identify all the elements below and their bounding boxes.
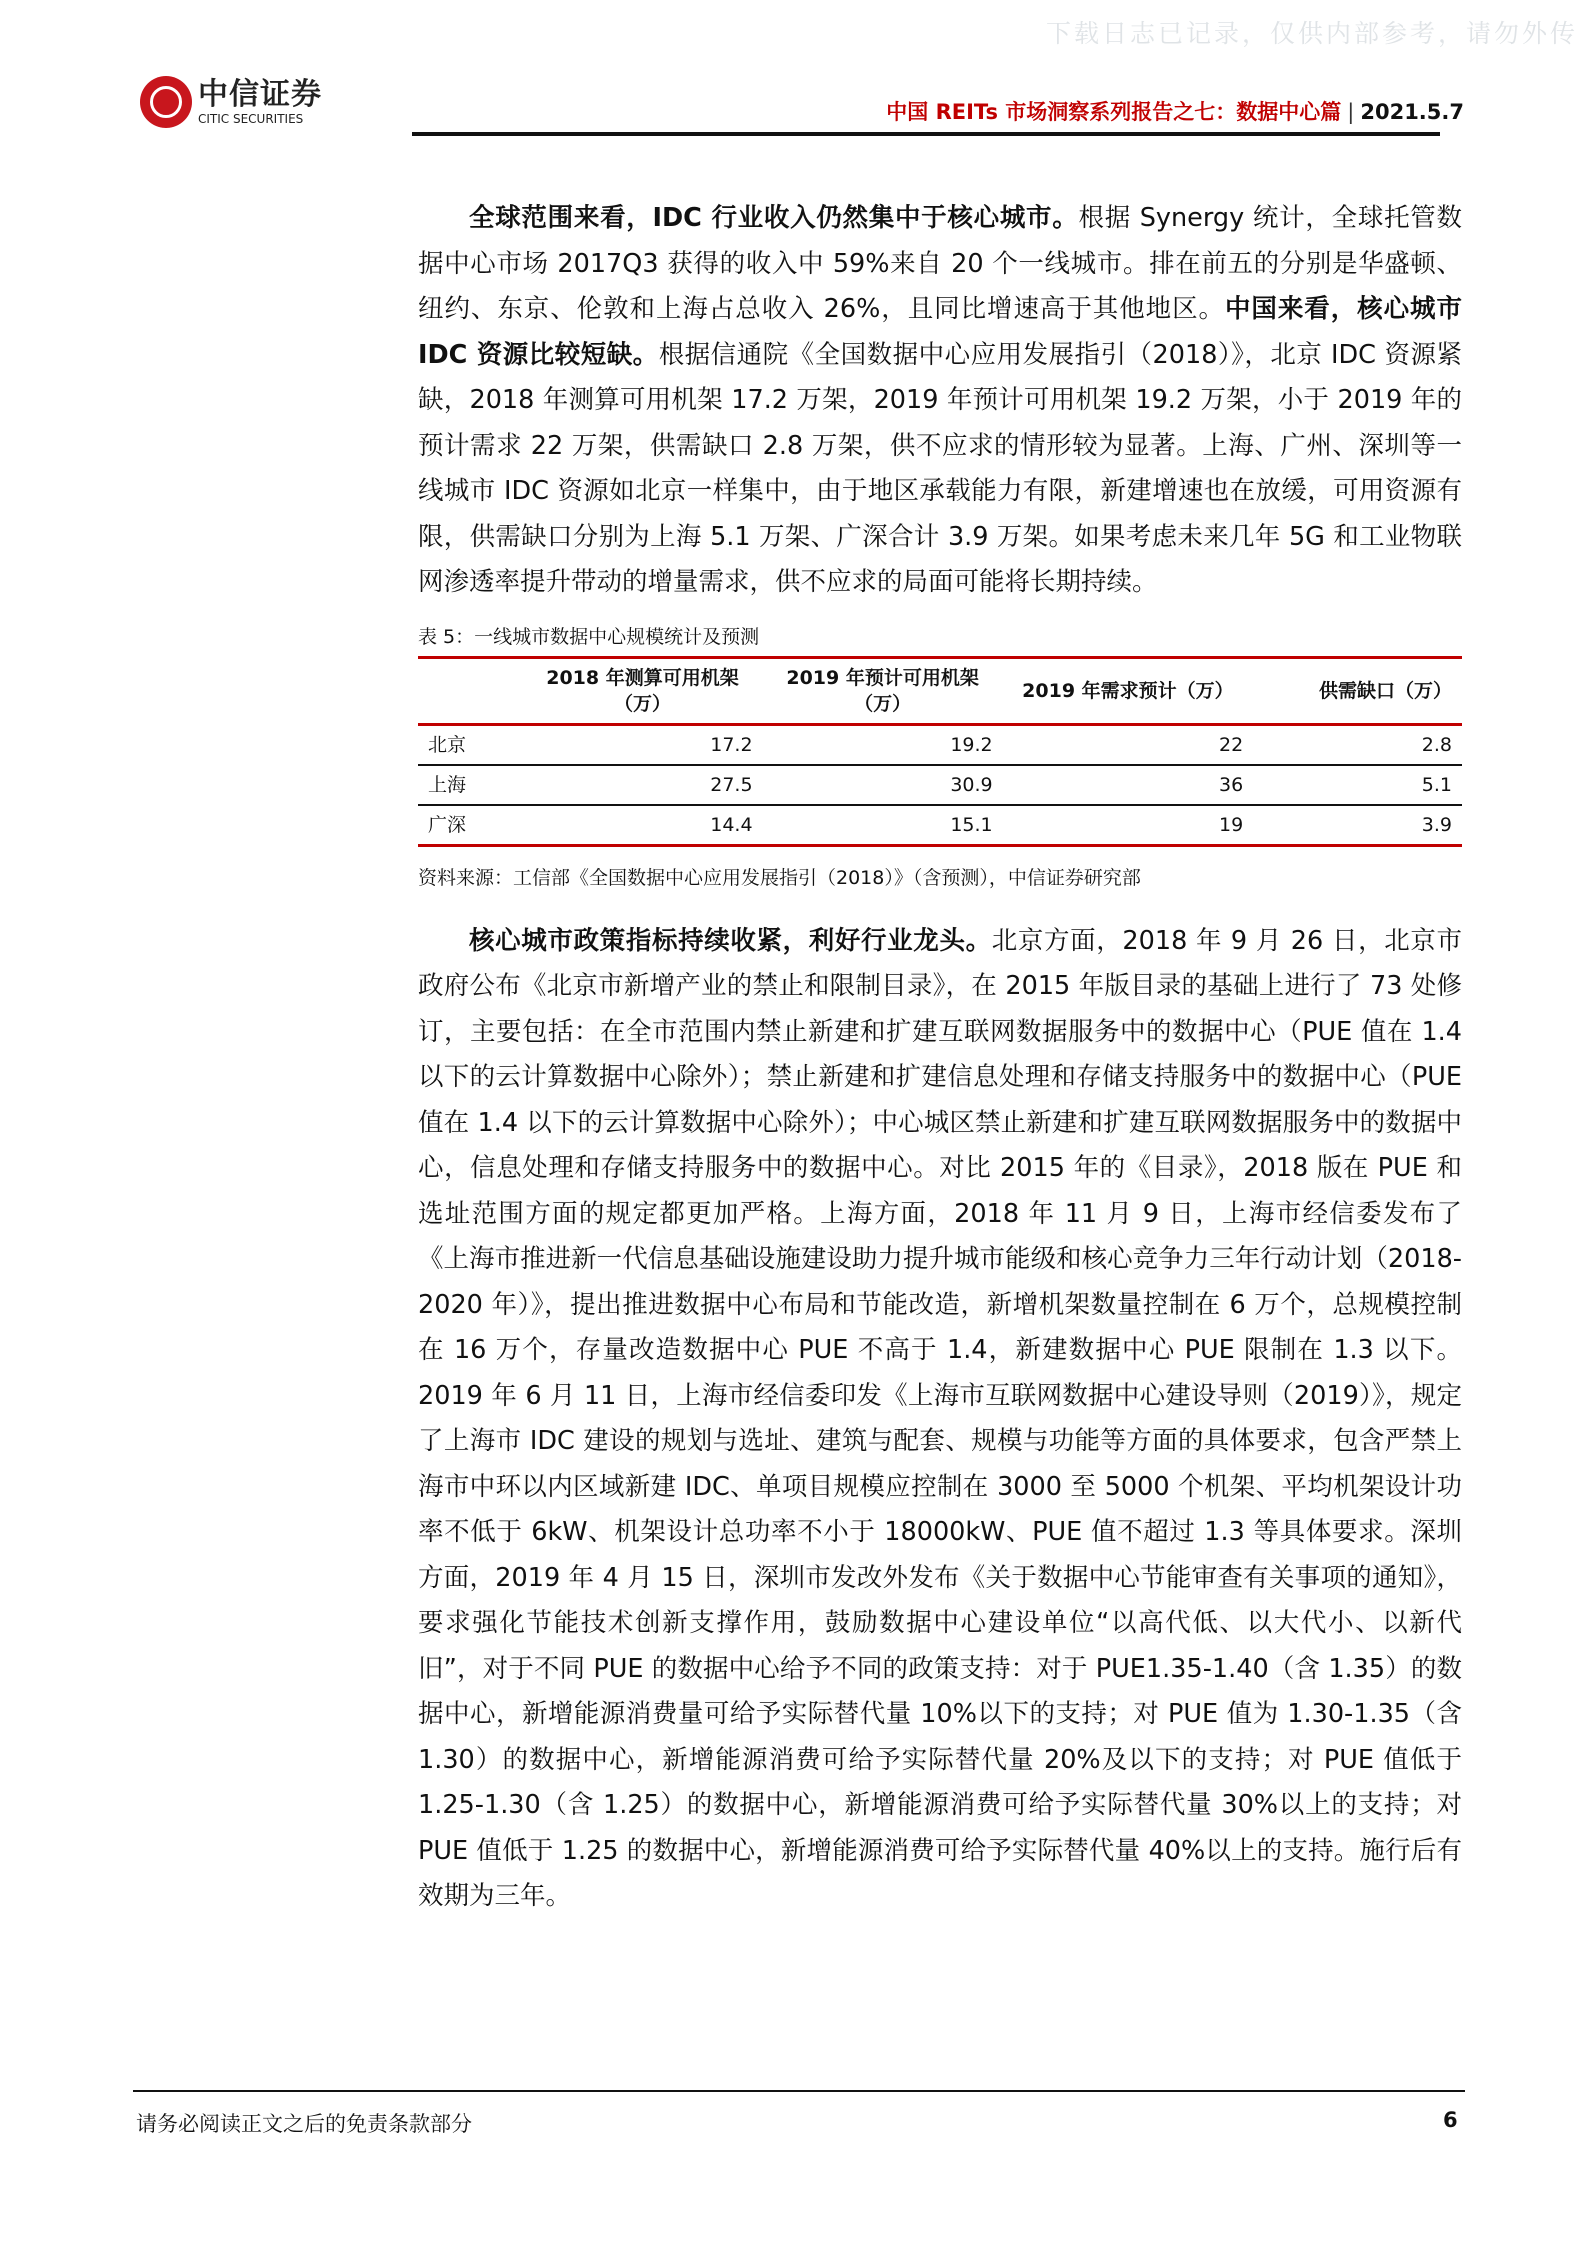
body-text: 根据 Synergy 统计，全球托管数据中心市场 2017Q3 获得的收入中 59%来自 20 个一线城市。排在前五的分别是华盛顿、纽约、东京、伦敦和上海占总收入 26%，且同比增速高于其他地区。 <box>418 203 1463 324</box>
table-header-row <box>418 657 1462 724</box>
table-cell: 广深 <box>418 805 522 846</box>
data-center-table <box>418 656 1462 847</box>
citic-logo-icon <box>140 76 192 128</box>
bold-lead-text: 全球范围来看，IDC 行业收入仍然集中于核心城市。 <box>469 203 1079 233</box>
table-cell: 19 <box>1003 805 1254 846</box>
watermark: 下载日志已记录，仅供内部参考，请勿外传 <box>1045 19 1578 48</box>
table-header-cell: 2019 年需求预计（万） <box>1003 657 1254 724</box>
logo-cn: 中信证券 <box>198 76 322 112</box>
main-content <box>418 196 1462 1920</box>
logo-en: CITIC SECURITIES <box>198 111 304 126</box>
table-cell: 2.8 <box>1253 724 1462 765</box>
bold-lead-text: 中国来看，核心城市 IDC 资源比较短缺。 <box>418 294 1462 370</box>
table-cell: 5.1 <box>1253 765 1462 805</box>
table-cell: 36 <box>1003 765 1254 805</box>
table-cell: 15.1 <box>763 805 1003 846</box>
paragraph-idc-concentration <box>418 196 1462 606</box>
report-date: 2021.5.7 <box>1360 100 1464 124</box>
table-row <box>418 724 1462 765</box>
table-source: 资料来源：工信部《全国数据中心应用发展指引（2018）》（含预测），中信证券研究部 <box>418 866 1141 889</box>
report-title: 中国 REITs 市场洞察系列报告之七：数据中心篇 <box>886 100 1342 124</box>
paragraph-policy <box>418 919 1462 1920</box>
table-cell: 19.2 <box>763 724 1003 765</box>
table-cell: 27.5 <box>522 765 762 805</box>
company-logo <box>140 76 322 128</box>
table-header-cell: 2019 年预计可用机架（万） <box>763 657 1003 724</box>
table-cell: 14.4 <box>522 805 762 846</box>
table-cell: 3.9 <box>1253 805 1462 846</box>
table-cell: 上海 <box>418 765 522 805</box>
table-header-cell <box>418 657 522 724</box>
page-number: 6 <box>1443 2108 1458 2132</box>
table-cell: 北京 <box>418 724 522 765</box>
table-row <box>418 765 1462 805</box>
report-header <box>886 96 1464 126</box>
table-cell: 30.9 <box>763 765 1003 805</box>
table-cell: 22 <box>1003 724 1254 765</box>
body-text: 北京方面，2018 年 9 月 26 日，北京市政府公布《北京市新增产业的禁止和限制目录》，在 2015 年版目录的基础上进行了 73 处修订，主要包括：在全市范围内禁止新建和扩建互联网数据服务中的数据中心（PUE 值在 1.4 以下的云计算数据中心除外）；禁止新建和扩建信息处理和存储支持服务中的数据中心（PUE 值在 1.4 以下的云计算数据中心除外）；中心城区禁止新建和扩建互联网数据服务中的数据中心，信息处理和存储支持服务中的数据中心。对比 2015 年的《目录》，2018 版在 PUE 和选址范围方面的规定都更加严格。上海方面，2018 年 11 月 9 日，上海市经信委发布了《上海市推进新一代信息基础设施建设助力提升城市能级和核心竞争力三年行动计划（2018-2020 年）》，提出推进数据中心布局和节能改造，新增机架数量控制在 6 万个，总规模控制在 16 万个，存量改造数据中心 PUE 不高于 1.4，新建数据中心 PUE 限制在 1.3 以下。2019 年 6 月 11 日，上海市经信委印发《上海市互联网数据中心建设导则（2019）》，规定了上海市 IDC 建设的规划与选址、建筑与配套、规模与功能等方面的具体要求，包含严禁上海市中环以内区域新建 IDC、单项目规模应控制在 3000 至 5000 个机架、平均机架设计功率不低于 6kW、机架设计总功率不小于 18000kW、PUE 值不超过 1.3 等具体要求。深圳方面，2019 年 4 月 15 日，深圳市发改外发布《关于数据中心节能审查有关事项的通知》，要求强化节能技术创新支撑作用，鼓励数据中心建设单位“以高代低、以大代小、以新代旧”，对于不同 PUE 的数据中心给予不同的政策支持：对于 PUE1.35-1.40（含 1.35）的数据中心，新增能源消费量可给予实际替代量 10%以下的支持；对 PUE 值为 1.30-1.35（含 1.30）的数据中心，新增能源消费可给予实际替代量 20%及以下的支持；对 PUE 值低于 1.25-1.30（含 1.25）的数据中心，新增能源消费可给予实际替代量 30%以上的支持；对 PUE 值低于 1.25 的数据中心，新增能源消费可给予实际替代量 40%以上的支持。施行后有效期为三年。 <box>418 925 1462 1911</box>
footer-disclaimer: 请务必阅读正文之后的免责条款部分 <box>136 2112 472 2136</box>
table-cell: 17.2 <box>522 724 762 765</box>
table-header-cell: 2018 年测算可用机架（万） <box>522 657 762 724</box>
body-text: 根据信通院《全国数据中心应用发展指引（2018）》，北京 IDC 资源紧缺，2018 年测算可用机架 17.2 万架，2019 年预计可用机架 19.2 万架，小于 2019 年的预计需求 22 万架，供需缺口 2.8 万架，供不应求的情形较为显著。上海、广州、深圳等一线城市 IDC 资源如北京一样集中，由于地区承载能力有限，新建增速也在放缓，可用资源有限，供需缺口分别为上海 5.1 万架、广深合计 3.9 万架。如果考虑未来几年 5G 和工业物联网渗透率提升带动的增量需求，供不应求的局面可能将长期持续。 <box>418 339 1463 597</box>
bold-lead-text: 核心城市政策指标持续收紧，利好行业龙头。 <box>469 925 992 956</box>
header-rule <box>412 132 1440 136</box>
table-header-cell: 供需缺口（万） <box>1253 657 1462 724</box>
table-title: 表 5：一线城市数据中心规模统计及预测 <box>418 625 760 648</box>
footer-rule <box>133 2090 1465 2092</box>
header-separator: | <box>1347 100 1355 124</box>
table-row <box>418 805 1462 846</box>
